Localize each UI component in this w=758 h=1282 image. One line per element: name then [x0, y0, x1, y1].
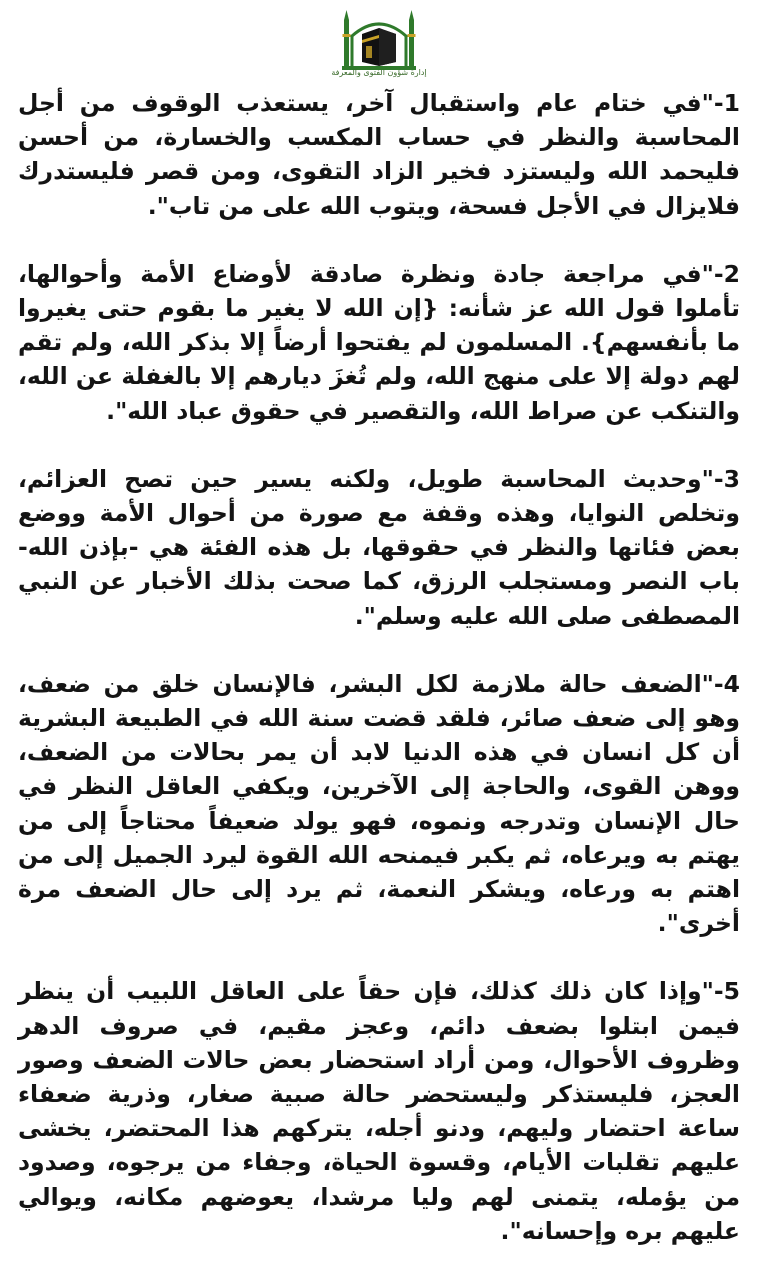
paragraph-1: 1-"في ختام عام واستقبال آخر، يستعذب الوقوف من أجل المحاسبة والنظر في حساب المكسب والخسارة، من أحسن فليحمد الله وليستزد فخير الزاد التقوى، ومن قصر فليستدرك فلايزال في الأجل فسحة، ويتوب الله على من تاب". [18, 89, 740, 220]
paragraph-3: 3-"وحديث المحاسبة طويل، ولكنه يسير حين تصح العزائم، وتخلص النوايا، وهذه وقفة مع صورة من أحوال الأمة ووضع بعض فئاتها والنظر في حقوقها، بل هذه الفئة هي -بإذن الله- باب النصر ومستجلب الرزق، كما صحت بذلك الأخبار عن النبي المصطفى صلى الله عليه وسلم". [18, 464, 740, 630]
document-body [18, 86, 740, 1282]
paragraph-5: 5-"وإذا كان ذلك كذلك، فإن حقاً على العاقل اللبيب أن ينظر فيمن ابتلوا بضعف دائم، وعجز مقيم، في صروف الدهر وظروف الأحوال، ومن أراد استحضار بعض حالات الضعف وصور العجز، فليستذكر وليستحضر حالة صبية صغار، وذرية ضعفاء ساعة احتضار وليهم، ودنو أجله، يتركهم هذا المحتضر، يخشى عليهم تقلبات الأيام، وقسوة الحياة، وجفاء من يرجوه، وصدود من يؤمله، يتمنى لهم وليا مرشدا، يعوضهم مكانه، ويوالي عليهم بره وإحسانه". [18, 977, 740, 1245]
paragraph-2: 2-"في مراجعة جادة ونظرة صادقة لأوضاع الأمة وأحوالها، تأملوا قول الله عز شأنه: {إن الله لا يغير ما بقوم حتى يغيروا ما بأنفسهم}. المسلمون لم يفتحوا أرضاً إلا بذكر الله، ولم تقم لهم دولة إلا على منهج الله، ولم تُغزَ ديارهم إلا بالغفلة عن الله، والتنكب عن صراط الله، والتقصير في حقوق عباد الله". [18, 259, 740, 425]
paragraph-4: 4-"الضعف حالة ملازمة لكل البشر، فالإنسان خلق من ضعف، وهو إلى ضعف صائر، فلقد قضت سنة الله في الطبيعة البشرية أن كل انسان في هذه الدنيا لابد أن يمر بحالات من الضعف، ووهن القوى، والحاجة إلى الآخرين، ويكفي العاقل النظر في حال الإنسان وتدرجه ونموه، فهو يولد ضعيفاً محتاجاً إلى من يهتم به ويرعاه، ثم يكبر فيمنحه الله القوة ليرد الجميل إلى من اهتم به ورعاه، ويشكر النعمة، ثم يرد إلى حال الضعف مرة أخرى". [18, 669, 740, 938]
logo-caption: إدارة شؤون الفتوى والمعرفة [331, 68, 427, 77]
